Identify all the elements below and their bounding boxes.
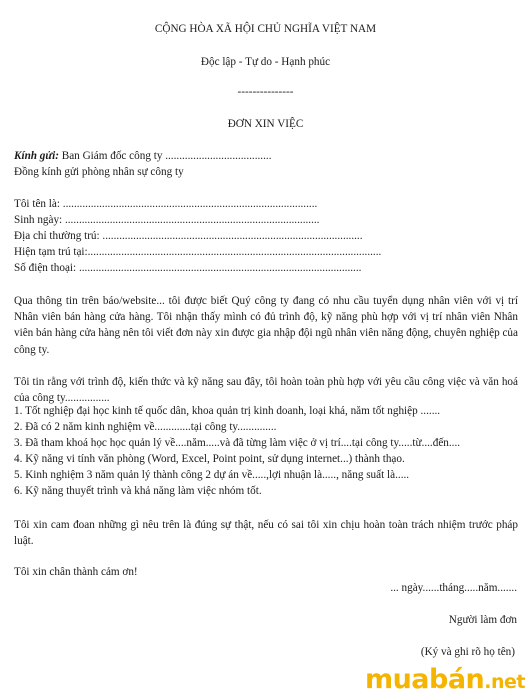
signature-date: ... ngày......tháng.....năm.......: [390, 582, 517, 594]
recipient-cc: Đồng kính gửi phòng nhân sự công ty: [14, 166, 184, 178]
field-permanent-address: Địa chỉ thường trú: .............................................................................................: [14, 230, 363, 242]
recipient-to-board: Ban Giám đốc công ty ......................................: [58, 150, 272, 162]
thanks-line: Tôi xin chân thành cảm ơn!: [14, 566, 138, 578]
qualification-item: 2. Đã có 2 năm kinh nghiệm về.............tại công ty..............: [14, 421, 277, 433]
logo-main-text: muabán: [364, 664, 485, 695]
field-full-name: Tôi tên là: ...........................................................................................: [14, 198, 318, 210]
intro-paragraph: Qua thông tin trên báo/website... tôi được biết Quý công ty đang có nhu cầu tuyển dụng nhân viên với vị trí Nhân viên bán hàng cửa hàng. Tôi nhận thấy mình có đủ trình độ, kỹ năng phù hợp với vị trí nhân viên Nhân viên bán hàng cửa hàng nên tôi viết đơn này xin được gia nhập đội ngũ nhân viên năng động, chuyên nghiệp của công ty.: [14, 295, 518, 356]
field-birth-date: Sinh ngày: ...........................................................................................: [14, 214, 320, 226]
qualification-item: 6. Kỹ năng thuyết trình và khả năng làm việc nhóm tốt.: [14, 485, 262, 497]
field-temporary-address: Hiện tạm trú tại:.........................................................................................................: [14, 246, 382, 258]
qualification-item: 1. Tốt nghiệp đại học kinh tế quốc dân, khoa quản trị kinh doanh, loại khá, năm tốt nghiệp .......: [14, 405, 441, 417]
signature-role: Người làm đơn: [448, 614, 517, 626]
muaban-logo: [365, 664, 525, 695]
recipient-line: [14, 150, 272, 162]
document-title: ĐƠN XIN VIỆC: [227, 118, 304, 130]
country-heading: CỘNG HÒA XÃ HỘI CHỦ NGHĨA VIỆT NAM: [154, 23, 377, 35]
qualification-item: 5. Kinh nghiệm 3 năm quản lý thành công 2 dự án về.....,lợi nhuận là....., năng suất là.....: [14, 469, 410, 481]
logo-suffix-text: .net: [484, 671, 525, 693]
qualification-item: 3. Đã tham khoá học học quản lý về....năm.....và đã từng làm việc ở vị trí....tại công ty.....từ....đến....: [14, 437, 461, 449]
recipient-label: Kính gửi:: [14, 150, 59, 162]
qualification-item: 4. Kỹ năng vi tính văn phòng (Word, Excel, Point point, sử dụng internet...) thành thạo.: [14, 453, 405, 465]
belief-paragraph: Tôi tin rằng với trình độ, kiến thức và kỹ năng sau đây, tôi hoàn toàn phù hợp với yêu cầu công việc và văn hoá của công ty................: [14, 376, 518, 405]
motto-divider: ---------------: [237, 86, 294, 98]
field-phone: Số điện thoại: .....................................................................................................: [14, 262, 362, 274]
national-motto: Độc lập - Tự do - Hạnh phúc: [200, 56, 331, 68]
commitment-paragraph: Tôi xin cam đoan những gì nêu trên là đúng sự thật, nếu có sai tôi xin chịu hoàn toàn trách nhiệm trước pháp luật.: [14, 519, 518, 548]
signature-note: (Ký và ghi rõ họ tên): [420, 646, 515, 658]
